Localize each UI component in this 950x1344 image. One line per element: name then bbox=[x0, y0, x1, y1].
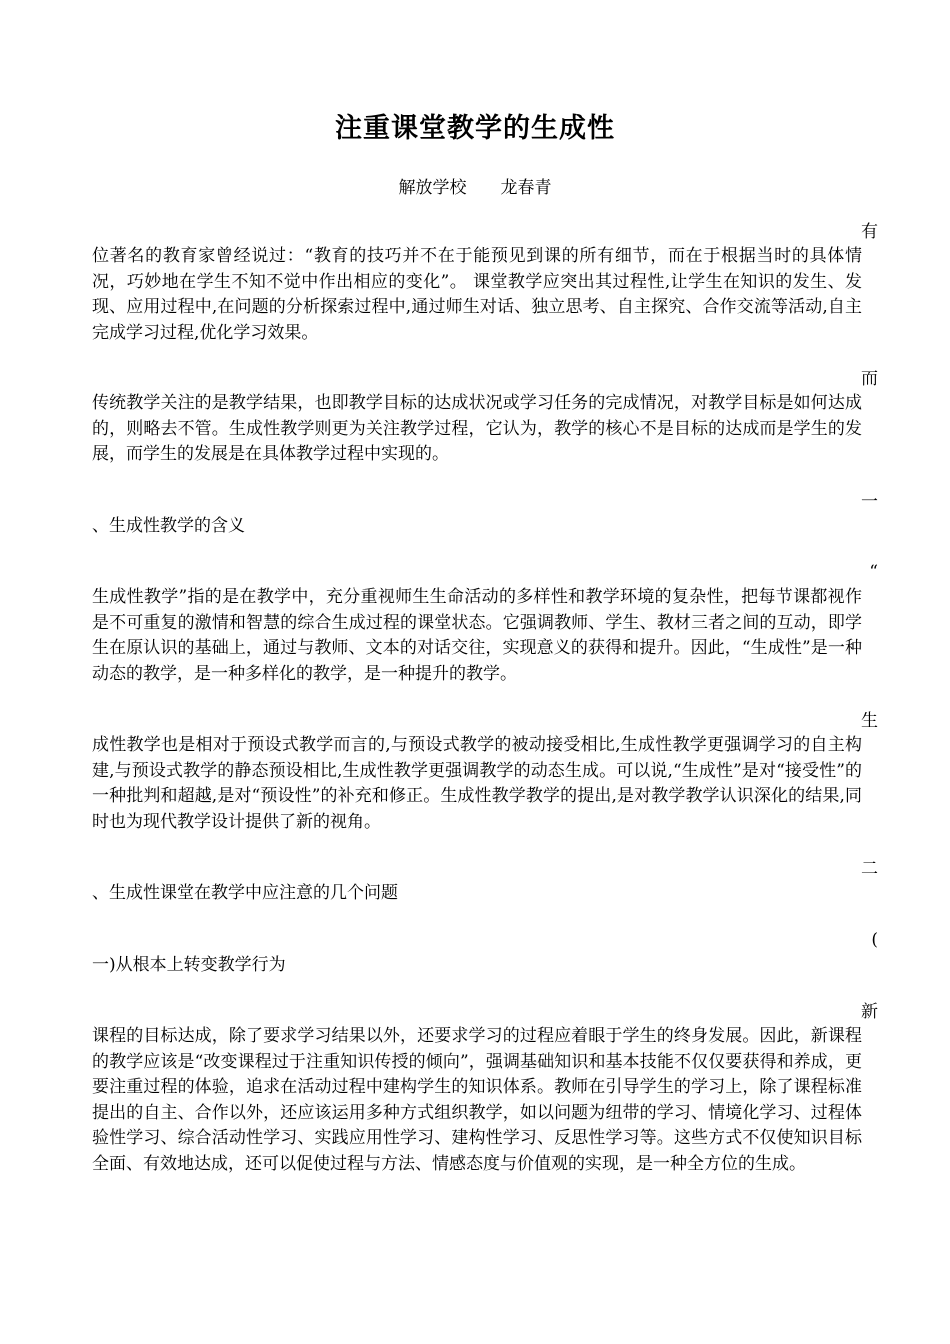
paragraph-generative-vs-preset: 成性教学也是相对于预设式教学而言的,与预设式教学的被动接受相比,生成性教学更强调学习的自主构建,与预设式教学的静态预设相比,生成性教学更强调教学的动态生成。可以说,“生成性”是对“接受性”的一种批判和超越,是对“预设性”的补充和修正。生成性教学教学的提出,是对教学教学认识深化的结果,同时也为现代教学设计提供了新的视角。 bbox=[92, 735, 862, 832]
paragraph-new-curriculum: 课程的目标达成，除了要求学习结果以外，还要求学习的过程应着眼于学生的终身发展。因此，新课程的教学应该是“改变课程过于注重知识传授的倾向”，强调基础知识和基本技能不仅仅要获得和养成，更要注重过程的体验，追求在活动过程中建构学生的知识体系。教师在引导学生的学习上，除了课程标准提出的自主、合作以外，还应该运用多种方式组织教学，如以问题为纽带的学习、情境化学习、过程体验性学习、综合活动性学习、实践应用性学习、建构性学习、反思性学习等。这些方式不仅使知识目标全面、有效地达成，还可以促使过程与方法、情感态度与价值观的实现，是一种全方位的生成。 bbox=[92, 1026, 862, 1174]
paragraph-lead-char: 新 bbox=[861, 1002, 878, 1022]
paragraph-lead-char: “ bbox=[869, 562, 878, 582]
document-title: 注重课堂教学的生成性 bbox=[335, 113, 615, 144]
section-heading-2: 、生成性课堂在教学中应注意的几个问题 bbox=[92, 883, 398, 903]
paragraph-intro-quote: 位著名的教育家曾经说过：“教育的技巧并不在于能预见到课的所有细节，而在于根据当时的具体情况，巧妙地在学生不知不觉中作出相应的变化”。 课堂教学应突出其过程性,让学生在知识的发生、发现、应用过程中,在问题的分析探索过程中,通过师生对话、独立思考、自主探究、合作交流等活动,自主完成学习过程,优化学习效果。 bbox=[92, 246, 862, 343]
paragraph-traditional-teaching: 传统教学关注的是教学结果，也即教学目标的达成状况或学习任务的完成情况，对教学目标是如何达成的，则略去不管。生成性教学则更为关注教学过程，它认为，教学的核心不是目标的达成而是学生的发展，而学生的发展是在具体教学过程中实现的。 bbox=[92, 393, 862, 464]
heading-lead-char: 一 bbox=[861, 492, 878, 512]
section-heading-1: 、生成性教学的含义 bbox=[92, 516, 245, 536]
paragraph-lead-char: 有 bbox=[861, 222, 878, 242]
author-byline: 解放学校 龙春青 bbox=[398, 178, 552, 198]
heading-lead-char: 二 bbox=[861, 859, 878, 879]
paragraph-lead-char: 而 bbox=[861, 369, 878, 389]
paragraph-generative-definition: 生成性教学”指的是在教学中，充分重视师生生命活动的多样性和教学环境的复杂性，把每节课都视作是不可重复的激情和智慧的综合生成过程的课堂状态。它强调教师、学生、教材三者之间的互动，即学生在原认识的基础上，通过与教师、文本的对话交往，实现意义的获得和提升。因此，“生成性”是一种动态的教学，是一种多样化的教学，是一种提升的教学。 bbox=[92, 587, 862, 684]
heading-lead-char: ( bbox=[871, 930, 878, 950]
paragraph-lead-char: 生 bbox=[861, 711, 878, 731]
subsection-heading-1: 一)从根本上转变教学行为 bbox=[92, 955, 286, 975]
